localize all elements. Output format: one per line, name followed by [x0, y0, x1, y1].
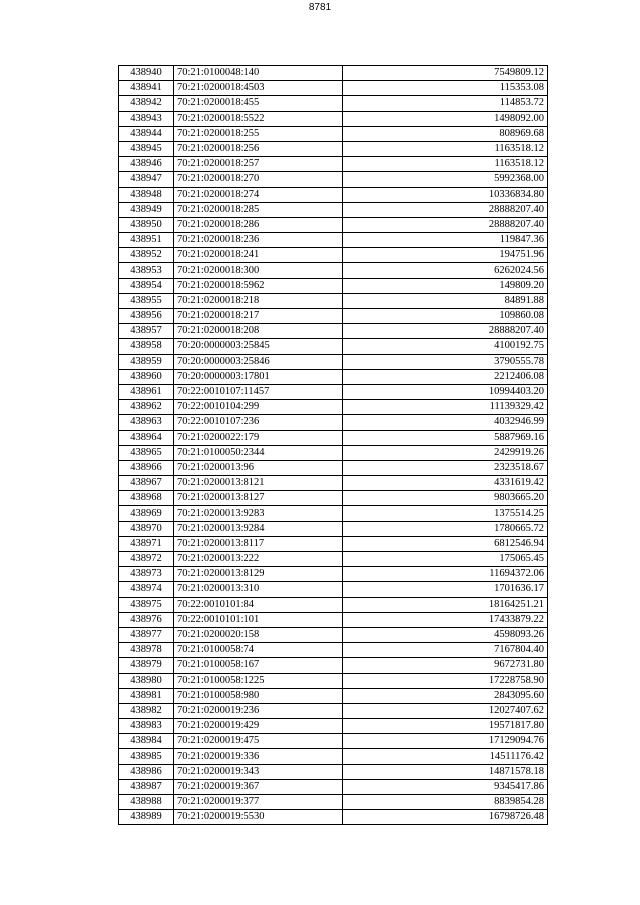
cadastral-value-cell: 4598093.26 — [343, 627, 548, 642]
cadastral-value-cell: 2212406.08 — [343, 369, 548, 384]
cadastral-value-cell: 16798726.48 — [343, 810, 548, 825]
cadastral-number-cell: 70:21:0200019:429 — [174, 719, 343, 734]
row-number-cell: 438957 — [119, 324, 174, 339]
cadastral-value-cell: 1498092.00 — [343, 111, 548, 126]
cadastral-number-cell: 70:21:0200018:285 — [174, 202, 343, 217]
row-number-cell: 438956 — [119, 309, 174, 324]
cadastral-number-cell: 70:21:0200019:5530 — [174, 810, 343, 825]
row-number-cell: 438947 — [119, 172, 174, 187]
table-row — [119, 734, 548, 749]
table-row — [119, 66, 548, 81]
table-row — [119, 597, 548, 612]
cadastral-number-cell: 70:20:0000003:17801 — [174, 369, 343, 384]
row-number-cell: 438976 — [119, 612, 174, 627]
row-number-cell: 438970 — [119, 521, 174, 536]
cadastral-number-cell: 70:21:0200018:256 — [174, 141, 343, 156]
row-number-cell: 438986 — [119, 764, 174, 779]
row-number-cell: 438989 — [119, 810, 174, 825]
cadastral-value-cell: 7167804.40 — [343, 643, 548, 658]
table-row — [119, 460, 548, 475]
cadastral-number-cell: 70:21:0200019:367 — [174, 779, 343, 794]
cadastral-number-cell: 70:21:0100050:2344 — [174, 445, 343, 460]
cadastral-value-cell: 2843095.60 — [343, 688, 548, 703]
row-number-cell: 438948 — [119, 187, 174, 202]
row-number-cell: 438983 — [119, 719, 174, 734]
row-number-cell: 438977 — [119, 627, 174, 642]
table-body — [119, 66, 548, 825]
row-number-cell: 438962 — [119, 400, 174, 415]
cadastral-number-cell: 70:21:0100058:1225 — [174, 673, 343, 688]
row-number-cell: 438960 — [119, 369, 174, 384]
table-row — [119, 202, 548, 217]
row-number-cell: 438973 — [119, 567, 174, 582]
table-row — [119, 552, 548, 567]
cadastral-value-cell: 9672731.80 — [343, 658, 548, 673]
table-row — [119, 719, 548, 734]
cadastral-number-cell: 70:21:0200018:455 — [174, 96, 343, 111]
cadastral-value-cell: 6262024.56 — [343, 263, 548, 278]
cadastral-value-cell: 28888207.40 — [343, 202, 548, 217]
row-number-cell: 438982 — [119, 703, 174, 718]
cadastral-value-cell: 119847.36 — [343, 233, 548, 248]
cadastral-value-cell: 175065.45 — [343, 552, 548, 567]
table-row — [119, 506, 548, 521]
row-number-cell: 438974 — [119, 582, 174, 597]
table-row — [119, 172, 548, 187]
cadastral-number-cell: 70:21:0200018:218 — [174, 293, 343, 308]
row-number-cell: 438967 — [119, 476, 174, 491]
cadastral-number-cell: 70:21:0200018:286 — [174, 217, 343, 232]
row-number-cell: 438972 — [119, 552, 174, 567]
table-row — [119, 536, 548, 551]
cadastral-number-cell: 70:21:0200019:377 — [174, 795, 343, 810]
row-number-cell: 438946 — [119, 157, 174, 172]
cadastral-number-cell: 70:21:0200019:475 — [174, 734, 343, 749]
row-number-cell: 438951 — [119, 233, 174, 248]
table-row — [119, 688, 548, 703]
cadastral-value-cell: 4331619.42 — [343, 476, 548, 491]
cadastral-number-cell: 70:21:0200019:343 — [174, 764, 343, 779]
cadastral-value-cell: 11139329.42 — [343, 400, 548, 415]
cadastral-value-cell: 7549809.12 — [343, 66, 548, 81]
cadastral-value-cell: 9345417.86 — [343, 779, 548, 794]
cadastral-number-cell: 70:21:0200018:241 — [174, 248, 343, 263]
cadastral-number-cell: 70:21:0200018:300 — [174, 263, 343, 278]
row-number-cell: 438942 — [119, 96, 174, 111]
row-number-cell: 438943 — [119, 111, 174, 126]
cadastral-value-cell: 149809.20 — [343, 278, 548, 293]
table-row — [119, 126, 548, 141]
cadastral-value-cell: 1701636.17 — [343, 582, 548, 597]
cadastral-number-cell: 70:21:0200013:310 — [174, 582, 343, 597]
row-number-cell: 438965 — [119, 445, 174, 460]
table-row — [119, 521, 548, 536]
row-number-cell: 438940 — [119, 66, 174, 81]
table-row — [119, 612, 548, 627]
cadastral-value-cell: 10336834.80 — [343, 187, 548, 202]
table-row — [119, 400, 548, 415]
table-row — [119, 293, 548, 308]
cadastral-value-cell: 1163518.12 — [343, 141, 548, 156]
table-row — [119, 703, 548, 718]
table-row — [119, 658, 548, 673]
row-number-cell: 438953 — [119, 263, 174, 278]
cadastral-number-cell: 70:21:0200018:4503 — [174, 81, 343, 96]
cadastral-value-cell: 1375514.25 — [343, 506, 548, 521]
row-number-cell: 438949 — [119, 202, 174, 217]
table-row — [119, 217, 548, 232]
cadastral-value-table — [118, 65, 548, 825]
cadastral-number-cell: 70:22:0010101:101 — [174, 612, 343, 627]
cadastral-value-cell: 2429919.26 — [343, 445, 548, 460]
cadastral-value-cell: 19571817.80 — [343, 719, 548, 734]
row-number-cell: 438969 — [119, 506, 174, 521]
table-row — [119, 795, 548, 810]
cadastral-number-cell: 70:21:0200020:158 — [174, 627, 343, 642]
cadastral-value-cell: 194751.96 — [343, 248, 548, 263]
cadastral-value-cell: 28888207.40 — [343, 217, 548, 232]
cadastral-number-cell: 70:21:0200018:270 — [174, 172, 343, 187]
cadastral-value-cell: 84891.88 — [343, 293, 548, 308]
cadastral-value-cell: 9803665.20 — [343, 491, 548, 506]
table-row — [119, 324, 548, 339]
table-row — [119, 415, 548, 430]
table-row — [119, 445, 548, 460]
cadastral-number-cell: 70:21:0200013:222 — [174, 552, 343, 567]
cadastral-number-cell: 70:22:0010104:299 — [174, 400, 343, 415]
cadastral-number-cell: 70:22:0010107:236 — [174, 415, 343, 430]
row-number-cell: 438984 — [119, 734, 174, 749]
row-number-cell: 438963 — [119, 415, 174, 430]
cadastral-value-cell: 11694372.06 — [343, 567, 548, 582]
cadastral-value-cell: 808969.68 — [343, 126, 548, 141]
table-row — [119, 278, 548, 293]
row-number-cell: 438954 — [119, 278, 174, 293]
cadastral-value-cell: 28888207.40 — [343, 324, 548, 339]
row-number-cell: 438980 — [119, 673, 174, 688]
cadastral-number-cell: 70:21:0200018:236 — [174, 233, 343, 248]
cadastral-number-cell: 70:21:0200013:9283 — [174, 506, 343, 521]
cadastral-number-cell: 70:21:0200013:8117 — [174, 536, 343, 551]
row-number-cell: 438968 — [119, 491, 174, 506]
cadastral-number-cell: 70:21:0200013:8121 — [174, 476, 343, 491]
table-row — [119, 749, 548, 764]
table-row — [119, 81, 548, 96]
table-row — [119, 764, 548, 779]
table-row — [119, 810, 548, 825]
cadastral-value-cell: 12027407.62 — [343, 703, 548, 718]
row-number-cell: 438964 — [119, 430, 174, 445]
cadastral-value-cell: 6812546.94 — [343, 536, 548, 551]
table-row — [119, 430, 548, 445]
cadastral-value-cell: 17433879.22 — [343, 612, 548, 627]
table-row — [119, 643, 548, 658]
cadastral-number-cell: 70:20:0000003:25845 — [174, 339, 343, 354]
cadastral-number-cell: 70:21:0100058:167 — [174, 658, 343, 673]
page-number: 8781 — [308, 2, 332, 13]
table-row — [119, 141, 548, 156]
cadastral-number-cell: 70:20:0000003:25846 — [174, 354, 343, 369]
cadastral-value-cell: 1780665.72 — [343, 521, 548, 536]
cadastral-number-cell: 70:21:0200013:8127 — [174, 491, 343, 506]
cadastral-number-cell: 70:21:0200018:257 — [174, 157, 343, 172]
table-row — [119, 567, 548, 582]
table-row — [119, 187, 548, 202]
table-row — [119, 354, 548, 369]
table-row — [119, 779, 548, 794]
cadastral-number-cell: 70:21:0200022:179 — [174, 430, 343, 445]
table-row — [119, 476, 548, 491]
row-number-cell: 438952 — [119, 248, 174, 263]
cadastral-value-cell: 17129094.76 — [343, 734, 548, 749]
row-number-cell: 438941 — [119, 81, 174, 96]
cadastral-value-cell: 4032946.99 — [343, 415, 548, 430]
cadastral-value-cell: 4100192.75 — [343, 339, 548, 354]
row-number-cell: 438958 — [119, 339, 174, 354]
cadastral-value-cell: 1163518.12 — [343, 157, 548, 172]
table-row — [119, 369, 548, 384]
row-number-cell: 438985 — [119, 749, 174, 764]
table-row — [119, 157, 548, 172]
cadastral-value-cell: 10994403.20 — [343, 384, 548, 399]
table-row — [119, 673, 548, 688]
row-number-cell: 438971 — [119, 536, 174, 551]
cadastral-number-cell: 70:21:0200018:5522 — [174, 111, 343, 126]
cadastral-number-cell: 70:21:0100048:140 — [174, 66, 343, 81]
row-number-cell: 438961 — [119, 384, 174, 399]
row-number-cell: 438944 — [119, 126, 174, 141]
table-row — [119, 111, 548, 126]
row-number-cell: 438988 — [119, 795, 174, 810]
cadastral-value-cell: 3790555.78 — [343, 354, 548, 369]
row-number-cell: 438950 — [119, 217, 174, 232]
cadastral-value-cell: 14511176.42 — [343, 749, 548, 764]
row-number-cell: 438981 — [119, 688, 174, 703]
cadastral-number-cell: 70:21:0200018:217 — [174, 309, 343, 324]
cadastral-number-cell: 70:21:0100058:74 — [174, 643, 343, 658]
table-row — [119, 491, 548, 506]
row-number-cell: 438978 — [119, 643, 174, 658]
cadastral-number-cell: 70:21:0200013:96 — [174, 460, 343, 475]
cadastral-number-cell: 70:21:0200019:336 — [174, 749, 343, 764]
cadastral-number-cell: 70:22:0010101:84 — [174, 597, 343, 612]
cadastral-value-cell: 5992368.00 — [343, 172, 548, 187]
row-number-cell: 438987 — [119, 779, 174, 794]
cadastral-number-cell: 70:21:0200019:236 — [174, 703, 343, 718]
table-row — [119, 309, 548, 324]
table-row — [119, 384, 548, 399]
cadastral-value-cell: 2323518.67 — [343, 460, 548, 475]
row-number-cell: 438966 — [119, 460, 174, 475]
cadastral-number-cell: 70:22:0010107:11457 — [174, 384, 343, 399]
cadastral-number-cell: 70:21:0200018:274 — [174, 187, 343, 202]
cadastral-number-cell: 70:21:0200018:255 — [174, 126, 343, 141]
cadastral-value-cell: 8839854.28 — [343, 795, 548, 810]
table-row — [119, 339, 548, 354]
row-number-cell: 438975 — [119, 597, 174, 612]
cadastral-number-cell: 70:21:0200018:5962 — [174, 278, 343, 293]
cadastral-value-cell: 14871578.18 — [343, 764, 548, 779]
table-row — [119, 263, 548, 278]
table-row — [119, 96, 548, 111]
cadastral-value-cell: 109860.08 — [343, 309, 548, 324]
table-row — [119, 582, 548, 597]
table-row — [119, 233, 548, 248]
cadastral-number-cell: 70:21:0200018:208 — [174, 324, 343, 339]
table-row — [119, 627, 548, 642]
row-number-cell: 438979 — [119, 658, 174, 673]
cadastral-value-cell: 5887969.16 — [343, 430, 548, 445]
cadastral-number-cell: 70:21:0200013:8129 — [174, 567, 343, 582]
cadastral-value-cell: 115353.08 — [343, 81, 548, 96]
cadastral-value-cell: 114853.72 — [343, 96, 548, 111]
cadastral-value-cell: 18164251.21 — [343, 597, 548, 612]
row-number-cell: 438945 — [119, 141, 174, 156]
table-row — [119, 248, 548, 263]
row-number-cell: 438959 — [119, 354, 174, 369]
cadastral-number-cell: 70:21:0100058:980 — [174, 688, 343, 703]
row-number-cell: 438955 — [119, 293, 174, 308]
cadastral-number-cell: 70:21:0200013:9284 — [174, 521, 343, 536]
cadastral-value-cell: 17228758.90 — [343, 673, 548, 688]
